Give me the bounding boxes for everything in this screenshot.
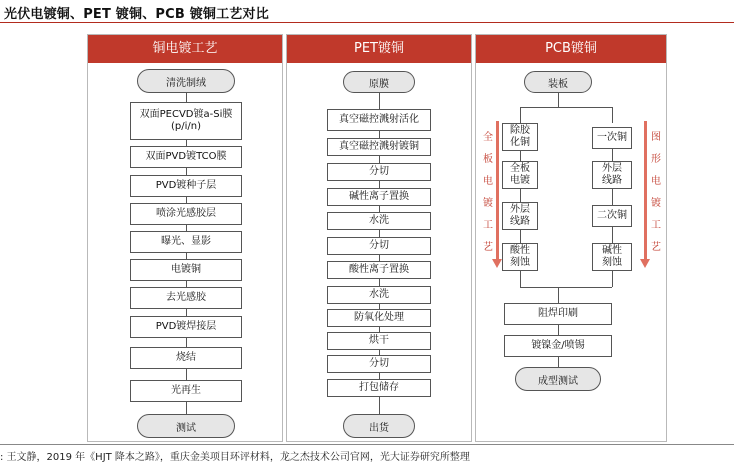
left-process-label-char: 板 bbox=[483, 154, 493, 165]
flow-step: 真空磁控溅射镀铜 bbox=[327, 138, 431, 156]
flow-connector bbox=[520, 287, 612, 288]
flow-connector bbox=[379, 181, 380, 188]
panel-pcb-copper bbox=[475, 34, 667, 442]
flow-connector bbox=[558, 357, 559, 367]
flow-step-right: 外层 线路 bbox=[592, 161, 632, 189]
flow-step: PVD镀焊接层 bbox=[130, 316, 242, 338]
flow-step: 光再生 bbox=[130, 380, 242, 402]
flow-connector bbox=[379, 230, 380, 237]
flow-step: 分切 bbox=[327, 355, 431, 373]
right-process-label-char: 形 bbox=[651, 154, 661, 165]
left-process-label-char: 工 bbox=[483, 220, 493, 231]
right-down-arrow bbox=[644, 121, 647, 259]
left-process-label-char: 镀 bbox=[483, 198, 493, 209]
flow-connector bbox=[558, 287, 559, 303]
flow-step-right: 二次铜 bbox=[592, 205, 632, 227]
flow-step-left: 全板 电镀 bbox=[502, 161, 538, 189]
flow-connector bbox=[612, 227, 613, 243]
panel-header-pet: PET镀铜 bbox=[287, 35, 471, 63]
flow-connector bbox=[520, 107, 521, 123]
flow-connector bbox=[612, 149, 613, 161]
flow-step: 阻焊印刷 bbox=[504, 303, 612, 325]
source-divider bbox=[0, 444, 734, 445]
flow-connector bbox=[186, 93, 187, 102]
flow-connector bbox=[612, 189, 613, 205]
page-title: 光伏电镀铜、PET 镀铜、PCB 镀铜工艺对比 bbox=[4, 7, 269, 22]
flow-connector bbox=[186, 309, 187, 316]
flow-connector bbox=[520, 271, 521, 287]
flow-step: 曝光、显影 bbox=[130, 231, 242, 253]
right-down-arrow-head bbox=[640, 259, 650, 268]
right-process-label-char: 工 bbox=[651, 220, 661, 231]
panel-header-pcb: PCB镀铜 bbox=[476, 35, 666, 63]
left-down-arrow bbox=[496, 121, 499, 259]
flow-step: 双面PECVD镀a-Si膜 (p/i/n) bbox=[130, 102, 242, 140]
flow-connector bbox=[558, 325, 559, 335]
flow-step: 酸性离子置换 bbox=[327, 261, 431, 279]
flow-step: 真空磁控溅射活化 bbox=[327, 109, 431, 131]
flow-connector bbox=[379, 93, 380, 109]
left-process-label-char: 电 bbox=[483, 176, 493, 187]
left-process-label bbox=[482, 127, 494, 259]
flow-connector bbox=[379, 279, 380, 286]
flow-step: 双面PVD镀TCO膜 bbox=[130, 146, 242, 168]
flow-step: 烘干 bbox=[327, 332, 431, 350]
flow-step: 分切 bbox=[327, 237, 431, 255]
flow-step: 水洗 bbox=[327, 212, 431, 230]
flow-step: 防氧化处理 bbox=[327, 309, 431, 327]
flow-step: 喷涂光感胶层 bbox=[130, 203, 242, 225]
flow-step: 打包储存 bbox=[327, 379, 431, 397]
flow-step: 烧结 bbox=[130, 347, 242, 369]
flow-connector bbox=[186, 369, 187, 380]
flow-connector bbox=[520, 107, 612, 108]
flow-connector bbox=[612, 107, 613, 123]
panel-copper-electroplating bbox=[87, 34, 283, 442]
flow-step-left: 酸性 刻蚀 bbox=[502, 243, 538, 271]
flow-connector bbox=[612, 271, 613, 287]
flow-step: 电镀铜 bbox=[130, 259, 242, 281]
flow-step-right: 一次铜 bbox=[592, 127, 632, 149]
flow-step-left: 除胶 化铜 bbox=[502, 123, 538, 151]
flow-step: 碱性离子置换 bbox=[327, 188, 431, 206]
flow-step-left: 外层 线路 bbox=[502, 202, 538, 230]
flow-step: 分切 bbox=[327, 163, 431, 181]
flow-step: PVD镀种子层 bbox=[130, 175, 242, 197]
flow-connector bbox=[186, 168, 187, 175]
right-process-label-char: 镀 bbox=[651, 198, 661, 209]
left-process-label-char: 艺 bbox=[483, 242, 493, 253]
title-divider bbox=[0, 22, 734, 23]
left-process-label-char: 全 bbox=[483, 132, 493, 143]
flow-connector bbox=[558, 93, 559, 107]
flow-connector bbox=[186, 338, 187, 347]
source-note: : 王文静，2019 年《HJT 降本之路》，重庆金美项目环评材料，龙之杰技术公司官网，光大证券研究所整理 bbox=[0, 452, 470, 463]
flow-step: 镀镍金/喷锡 bbox=[504, 335, 612, 357]
panel-header-copper: 铜电镀工艺 bbox=[88, 35, 282, 63]
flow-connector bbox=[520, 151, 521, 161]
flow-step-right: 碱性 刻蚀 bbox=[592, 243, 632, 271]
flow-terminal: 测试 bbox=[137, 414, 235, 438]
flow-connector bbox=[379, 156, 380, 163]
flow-terminal: 装板 bbox=[524, 71, 592, 93]
left-down-arrow-head bbox=[492, 259, 502, 268]
flow-connector bbox=[379, 397, 380, 414]
flow-connector bbox=[379, 131, 380, 138]
right-process-label-char: 艺 bbox=[651, 242, 661, 253]
right-process-label-char: 电 bbox=[651, 176, 661, 187]
flow-step: 去光感胶 bbox=[130, 287, 242, 309]
flow-connector bbox=[186, 402, 187, 414]
flow-terminal: 清洗制绒 bbox=[137, 69, 235, 93]
flow-connector bbox=[520, 230, 521, 243]
flow-step: 水洗 bbox=[327, 286, 431, 304]
flow-terminal: 原膜 bbox=[343, 71, 415, 93]
flow-terminal: 出货 bbox=[343, 414, 415, 438]
panel-pet-copper bbox=[286, 34, 472, 442]
right-process-label-char: 图 bbox=[651, 132, 661, 143]
right-process-label bbox=[650, 127, 662, 259]
flow-terminal: 成型测试 bbox=[515, 367, 601, 391]
flow-connector bbox=[520, 189, 521, 202]
